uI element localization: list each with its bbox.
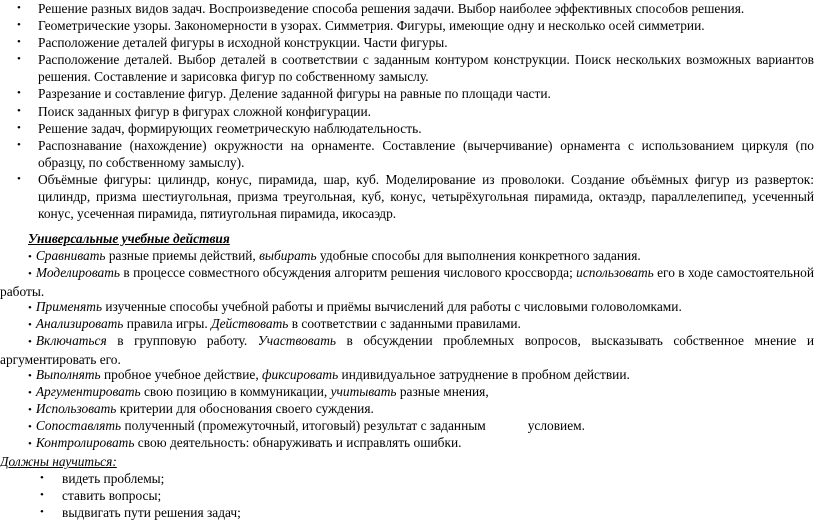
ud-item: • Контролировать свою деятельность: обнаруживать и исправлять ошибки.: [28, 435, 462, 450]
ud-item: • Моделировать в процессе совместного обсуждения алгоритм решения числового кроссворда; использовать его в ходе самостоятельной работы.: [0, 265, 814, 300]
list-item: • ставить вопросы;: [40, 488, 162, 504]
ud-item: • Использовать критерии для обоснования своего суждения.: [28, 401, 374, 416]
section-title-ud: Универсальные учебные действия: [28, 231, 230, 246]
bullet-icon: •: [28, 319, 32, 331]
ud-item: • Аргументировать свою позицию в коммуникации, учитывать разные мнения,: [28, 384, 489, 399]
topics-list: [0, 0, 816, 222]
bullet-icon: •: [28, 268, 32, 280]
bullet-icon: •: [40, 489, 44, 502]
ud-item: • Сопоставлять полученный (промежуточный, итоговый) результат с заданным условием.: [28, 418, 585, 433]
bullet-icon: •: [17, 19, 21, 32]
bullet-icon: •: [17, 53, 21, 66]
bullet-icon: •: [28, 251, 32, 263]
bullet-icon: •: [28, 421, 32, 433]
list-item: • Расположение деталей фигуры в исходной конструкции. Части фигуры.: [17, 35, 448, 51]
list-item: • Разрезание и составление фигур. Деление заданной фигуры на равные по площади части.: [17, 86, 551, 102]
bullet-icon: •: [17, 121, 21, 134]
list-item: • Решение задач, формирующих геометрическую наблюдательность.: [17, 120, 422, 136]
list-item: • Поиск заданных фигур в фигурах сложной конфигурации.: [17, 103, 371, 119]
list-item: • Геометрические узоры. Закономерности в узорах. Симметрия. Фигуры, имеющие одну и несколько осей симметрии.: [17, 18, 705, 34]
bullet-icon: •: [17, 2, 21, 14]
list-item: • Распознавание (нахождение) окружности на орнаменте. Составление (вычерчивание) орнамента с использованием циркуля (по образцу, по собственному замыслу).: [17, 137, 814, 170]
bullet-icon: •: [40, 472, 44, 484]
must-list: [0, 470, 241, 521]
ud-item: • Включаться в групповую работу. Участвовать в обсуждении проблемных вопросов, высказывать собственное мнение и аргументировать его.: [0, 333, 814, 368]
bullet-icon: •: [40, 506, 44, 519]
bullet-icon: •: [17, 36, 21, 49]
bullet-icon: •: [17, 104, 21, 117]
bullet-icon: •: [28, 370, 32, 382]
list-item: • Расположение деталей. Выбор деталей в соответствии с заданным контуром конструкции. Поиск нескольких возможных вариантов решения. Составление и зарисовка фигур по собственному замыслу.: [17, 52, 814, 85]
bullet-icon: •: [28, 336, 32, 348]
list-item: • видеть проблемы;: [40, 471, 165, 486]
ud-item: • Сравнивать разные приемы действий, выбирать удобные способы для выполнения конкретного задания.: [28, 248, 641, 263]
list-item: • Решение разных видов задач. Воспроизведение способа решения задачи. Выбор наиболее эффективных способов решения.: [17, 1, 745, 16]
bullet-icon: •: [17, 87, 21, 100]
list-item: • выдвигать пути решения задач;: [40, 505, 241, 521]
ud-item: • Выполнять пробное учебное действие, фиксировать индивидуальное затруднение в пробном действии.: [28, 367, 630, 382]
section-title-must: Должны научиться:: [0, 454, 117, 469]
bullet-icon: •: [17, 138, 21, 151]
bullet-icon: •: [28, 302, 32, 314]
list-item: • Объёмные фигуры: цилиндр, конус, пирамида, шар, куб. Моделирование из проволоки. Создание объёмных фигур из разверток: цилиндр, призма шестиугольная, призма треугольная, куб, конус, четырёхугольная пирамида, октаэдр, параллелепипед, усеченный конус, усеченная пирамида, пятиугольная пирамида, икосаэдр.: [17, 171, 814, 222]
ud-item: • Анализировать правила игры. Действовать в соответствии с заданными правилами.: [28, 316, 521, 331]
bullet-icon: •: [28, 438, 32, 450]
bullet-icon: •: [28, 387, 32, 399]
bullet-icon: •: [28, 404, 32, 416]
ud-item: • Применять изученные способы учебной работы и приёмы вычислений для работы с числовыми головоломками.: [28, 299, 682, 314]
bullet-icon: •: [17, 172, 21, 185]
